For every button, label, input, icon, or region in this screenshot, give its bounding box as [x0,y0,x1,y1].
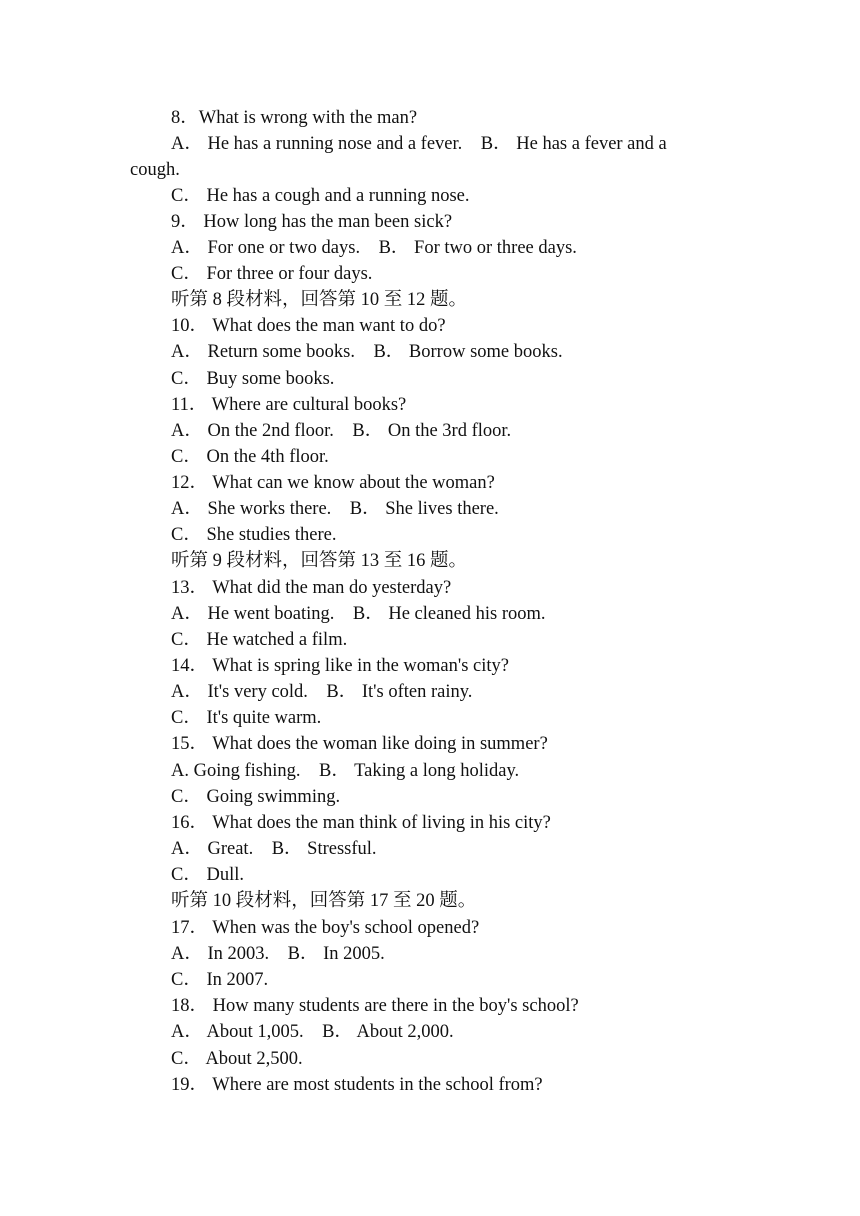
question-18: 18． How many students are there in the boy's school? [171,996,579,1016]
question-17-options-ab: A． In 2003. B． In 2005. [171,944,385,964]
question-15: 15． What does the woman like doing in summer? [171,734,548,754]
section-heading-8: 听第 8 段材料，回答第 10 至 12 题。 [171,290,468,310]
question-13-option-c: C． He watched a film. [171,630,348,650]
question-10: 10． What does the man want to do? [171,316,446,336]
question-17-option-c: C． In 2007. [171,970,269,990]
question-18-options-ab: A． About 1,005. B． About 2,000. [171,1022,454,1042]
question-12-options-ab: A． She works there. B． She lives there. [171,499,499,519]
question-8-options-ab-continued: cough. [130,160,180,180]
question-16-options-ab: A． Great. B． Stressful. [171,839,377,859]
question-18-option-c: C． About 2,500. [171,1049,303,1069]
question-8: 8．What is wrong with the man? [171,108,418,128]
question-13-options-ab: A． He went boating. B． He cleaned his room. [171,604,546,624]
question-10-option-c: C． Buy some books. [171,369,335,389]
question-16: 16． What does the man think of living in his city? [171,813,551,833]
question-14-option-c: C． It's quite warm. [171,708,322,728]
question-8-option-c: C． He has a cough and a running nose. [171,186,470,206]
question-9-option-c: C． For three or four days. [171,264,373,284]
question-9: 9． How long has the man been sick? [171,212,453,232]
question-11: 11． Where are cultural books? [171,395,407,415]
question-14-options-ab: A． It's very cold. B． It's often rainy. [171,682,473,702]
question-19: 19． Where are most students in the school from? [171,1075,543,1095]
section-heading-9: 听第 9 段材料，回答第 13 至 16 题。 [171,551,468,571]
question-13: 13． What did the man do yesterday? [171,578,452,598]
question-16-option-c: C． Dull. [171,865,244,885]
section-heading-10: 听第 10 段材料，回答第 17 至 20 题。 [171,891,477,911]
question-12: 12． What can we know about the woman? [171,473,495,493]
question-15-option-c: C． Going swimming. [171,787,341,807]
question-12-option-c: C． She studies there. [171,525,337,545]
question-15-options-ab: A. Going fishing. B． Taking a long holiday. [171,761,520,781]
question-14: 14． What is spring like in the woman's city? [171,656,509,676]
question-11-option-c: C． On the 4th floor. [171,447,329,467]
question-11-options-ab: A． On the 2nd floor. B． On the 3rd floor. [171,421,512,441]
question-17: 17． When was the boy's school opened? [171,918,480,938]
question-8-options-ab: A． He has a running nose and a fever. B． He has a fever and a [171,134,667,154]
question-9-options-ab: A． For one or two days. B． For two or three days. [171,238,577,258]
question-10-options-ab: A． Return some books. B． Borrow some books. [171,342,563,362]
